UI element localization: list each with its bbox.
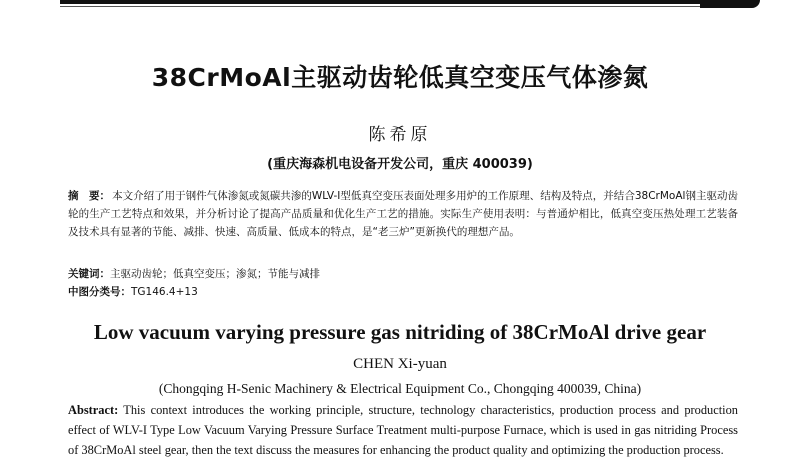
chinese-abstract-label: 摘 要： <box>68 190 111 202</box>
english-abstract-label: Abstract: <box>68 403 119 417</box>
header-rule-end <box>700 0 760 8</box>
chinese-abstract <box>68 187 738 241</box>
chinese-keywords <box>68 265 738 283</box>
header-thin-line <box>60 6 700 7</box>
chinese-author: 陈希原 <box>368 125 432 145</box>
english-abstract-text: This context introduces the working principle, structure, technology characteristics, production process and production effect of WLV-I Type Low Vacuum Varying Pressure Surface Treatment multi-purpose Furnace, which is used in gas nitriding Process of 38CrMoAl steel gear, then the text discuss the measures for enhancing the product quality and optimizing the production process. <box>68 403 739 457</box>
english-title: Low vacuum varying pressure gas nitriding of 38CrMoAl drive gear <box>93 320 707 344</box>
header-rule <box>0 0 800 10</box>
english-author: CHEN Xi-yuan <box>353 356 447 372</box>
chinese-keywords-text: 主驱动齿轮；低真空变压；渗氮；节能与减排 <box>110 268 320 280</box>
chinese-class-text: TG146.4+13 <box>131 286 198 298</box>
chinese-title: 38CrMoAl主驱动齿轮低真空变压气体渗氮 <box>151 63 649 92</box>
chinese-abstract-text: 本文介绍了用于钢件气体渗氮或氮碳共渗的WLV-Ⅰ型低真空变压表面处理多用炉的工作原理、结构及特点，并结合38CrMoAl钢主驱动齿轮的生产工艺特点和效果，并分析讨论了提高产品质量和优化生产工艺的措施。实际生产使用表明：与普通炉相比，低真空变压热处理工艺装备及技术具有显著的节能、减排、快速、高质量、低成本的特点，是“老三炉”更新换代的理想产品。 <box>68 190 738 238</box>
chinese-classification <box>68 283 738 301</box>
english-abstract <box>68 400 738 460</box>
english-affiliation: (Chongqing H-Senic Machinery & Electrical Equipment Co., Chongqing 400039, China) <box>158 381 642 396</box>
chinese-class-label: 中图分类号： <box>68 286 131 298</box>
chinese-keywords-label: 关键词： <box>68 268 110 280</box>
header-thick-line <box>60 0 700 4</box>
chinese-affiliation: (重庆海森机电设备开发公司，重庆 400039) <box>267 157 533 172</box>
